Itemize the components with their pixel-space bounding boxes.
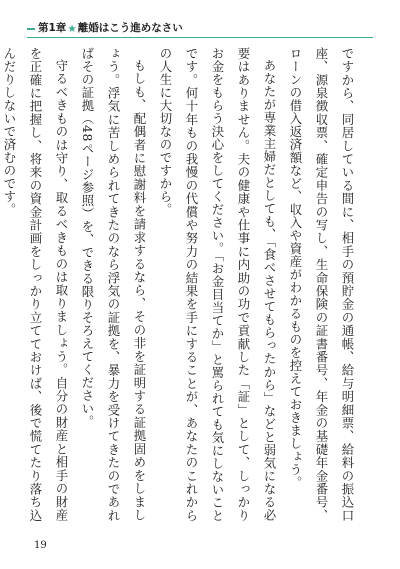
page-body [2,47,360,522]
header-accent-bar [27,28,35,30]
star-icon: ★ [67,23,77,35]
chapter-title: 離婚はこう進めなさい [77,22,183,34]
paragraph-2: あなたが専業主婦だとしても、「食べさせてもらったから」などと弱気になる必要はありません。夫の健康や仕事に内助の功で貢献した「証」として、しっかりお金をもらう決心をしてください。「お金目当てか」と罵られても気にしないことです。何十年もの我慢の代償や努力の結果を手にすることが、あなたのこれからの人生に大切なのですから。 [158,47,277,522]
chapter-number: 第1章 [38,22,67,34]
body-text [2,47,360,522]
paragraph-1: ですから、同居している間に、相手の預貯金の通帳、給与明細票、給料の振込口座、源泉徴収票、確定申告の写し、生命保険の証書番号、年金の基礎年金番号、ローンの借入返済額など、収入や資産がわかるものを控えておきましょう。 [288,47,355,522]
page-number: 19 [34,540,47,551]
paragraph-3: もしも、配偶者に慰謝料を請求するなら、その非を証明する証拠固めをしましょう。浮気に苦しめられてきたのなら浮気の証拠を、暴力を受けてきたのであればその証拠（48ページ参照）を、できる限りそろえてください。 [80,47,147,522]
chapter-header [27,20,373,38]
paragraph-4: 守るべきものは守り、取るべきものは取りましょう。自分の財産と相手の財産を正確に把握し、将来の資金計画をしっかり立てておけば、後で慌てたり落ち込んだりしないで済むのです。 [2,47,69,522]
